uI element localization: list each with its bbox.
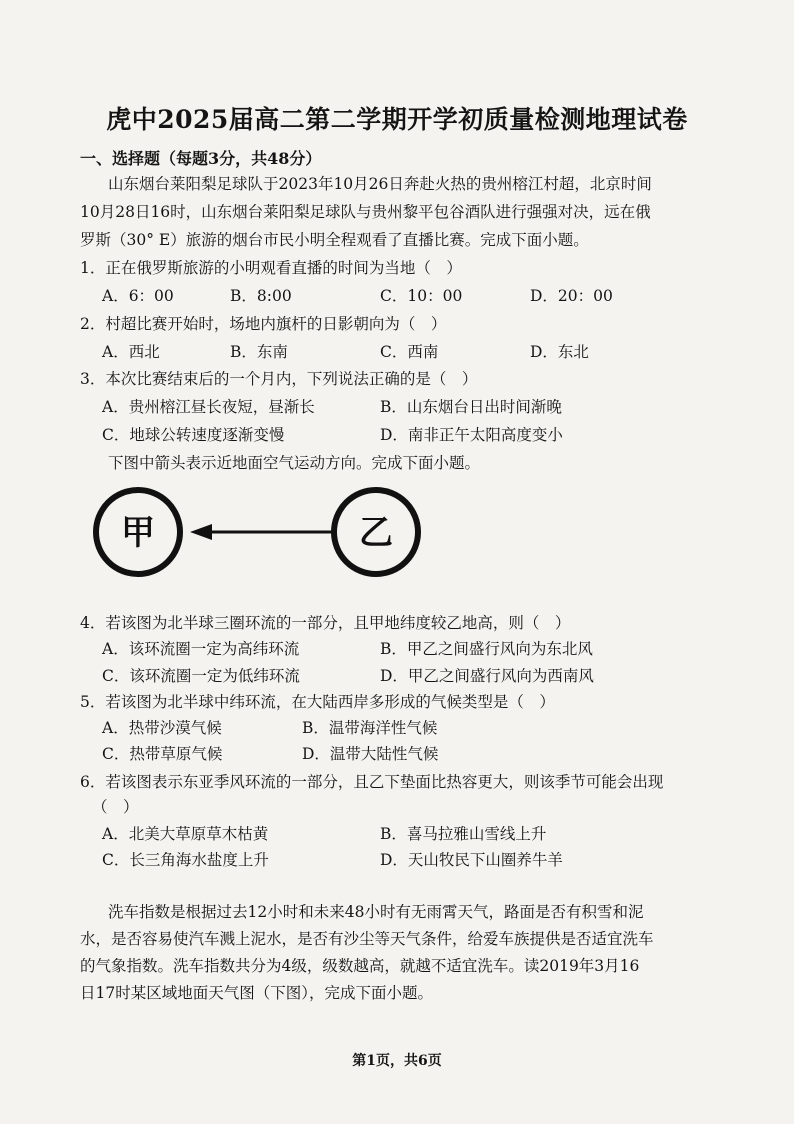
intro3-line2: 水，是否容易使汽车溅上泥水，是否有沙尘等天气条件，给爱车族提供是否适宜洗车 [80,930,654,948]
q2-option-d: D．东北 [530,343,589,361]
q4-option-c: C．该环流圈一定为低纬环流 [102,667,300,685]
q2-option-b: B．东南 [230,343,288,361]
q4-option-b: B．甲乙之间盛行风向为东北风 [380,640,593,658]
q3-option-c: C．地球公转速度逐渐变慢 [102,426,285,444]
section-heading: 一、选择题（每题3分，共48分） [80,149,322,168]
q1-option-b: B．8:00 [230,287,292,305]
q1-option-a: A．6：00 [102,287,174,305]
intro1-line2: 10月28日16时，山东烟台莱阳梨足球队与贵州黎平包谷酒队进行强强对决，远在俄 [80,203,651,221]
intro2-text: 下图中箭头表示近地面空气运动方向。完成下面小题。 [108,454,481,472]
q6-stem-bracket: （ ） [92,798,139,816]
page-footer: 第1页，共6页 [352,1053,442,1069]
q4-stem: 4．若该图为北半球三圈环流的一部分，且甲地纬度较乙地高，则（ ） [80,614,571,632]
q6-option-a: A．北美大草原草木枯黄 [102,825,269,843]
q4-option-a: A．该环流圈一定为高纬环流 [102,640,300,658]
intro3-line1: 洗车指数是根据过去12小时和未来48小时有无雨霄天气，路面是否有积雪和泥 [108,903,644,921]
q3-option-a: A．贵州榕江昼长夜短，昼渐长 [102,398,315,416]
q3-option-b: B．山东烟台日出时间渐晚 [380,398,562,416]
q3-option-d: D．南非正午太阳高度变小 [380,426,563,444]
q1-stem: 1．正在俄罗斯旅游的小明观看直播的时间为当地（ ） [80,259,462,277]
q2-stem: 2．村超比赛开始时，场地内旗杆的日影朝向为（ ） [80,315,447,333]
intro3-line3: 的气象指数。洗车指数共分为4级，级数越高，就越不适宜洗车。读2019年3月16 [80,957,640,975]
q4-option-d: D．甲乙之间盛行风向为西南风 [380,667,594,685]
q5-option-c: C．热带草原气候 [102,745,223,763]
q5-option-d: D．温带大陆性气候 [302,745,439,763]
q2-option-c: C．西南 [380,343,439,361]
q6-stem: 6．若该图表示东亚季风环流的一部分，且乙下垫面比热容更大，则该季节可能会出现 [80,773,664,791]
air-circulation-diagram [92,478,422,590]
label-yi: 乙 [359,513,393,553]
arrow-head-icon [190,524,212,540]
q6-option-b: B．喜马拉雅山雪线上升 [380,825,547,843]
intro1-line1: 山东烟台莱阳梨足球队于2023年10月26日奔赴火热的贵州榕江村超，北京时间 [108,175,652,193]
exam-title: 虎中2025届高二第二学期开学初质量检测地理试卷 [106,105,688,134]
q1-option-d: D．20：00 [530,287,613,305]
q5-stem: 5．若该图为北半球中纬环流，在大陆西岸多形成的气候类型是（ ） [80,693,555,711]
q3-stem: 3．本次比赛结束后的一个月内，下列说法正确的是（ ） [80,370,478,388]
intro3-line4: 日17时某区域地面天气图（下图），完成下面小题。 [80,984,433,1002]
q1-option-c: C．10：00 [380,287,463,305]
q5-option-b: B．温带海洋性气候 [302,719,438,737]
q6-option-d: D．天山牧民下山圈养牛羊 [380,851,563,869]
intro1-line3: 罗斯（30° E）旅游的烟台市民小明全程观看了直播比赛。完成下面小题。 [80,231,589,249]
q6-option-c: C．长三角海水盐度上升 [102,851,269,869]
q5-option-a: A．热带沙漠气候 [102,719,222,737]
label-jia: 甲 [121,513,155,553]
q2-option-a: A．西北 [102,343,160,361]
